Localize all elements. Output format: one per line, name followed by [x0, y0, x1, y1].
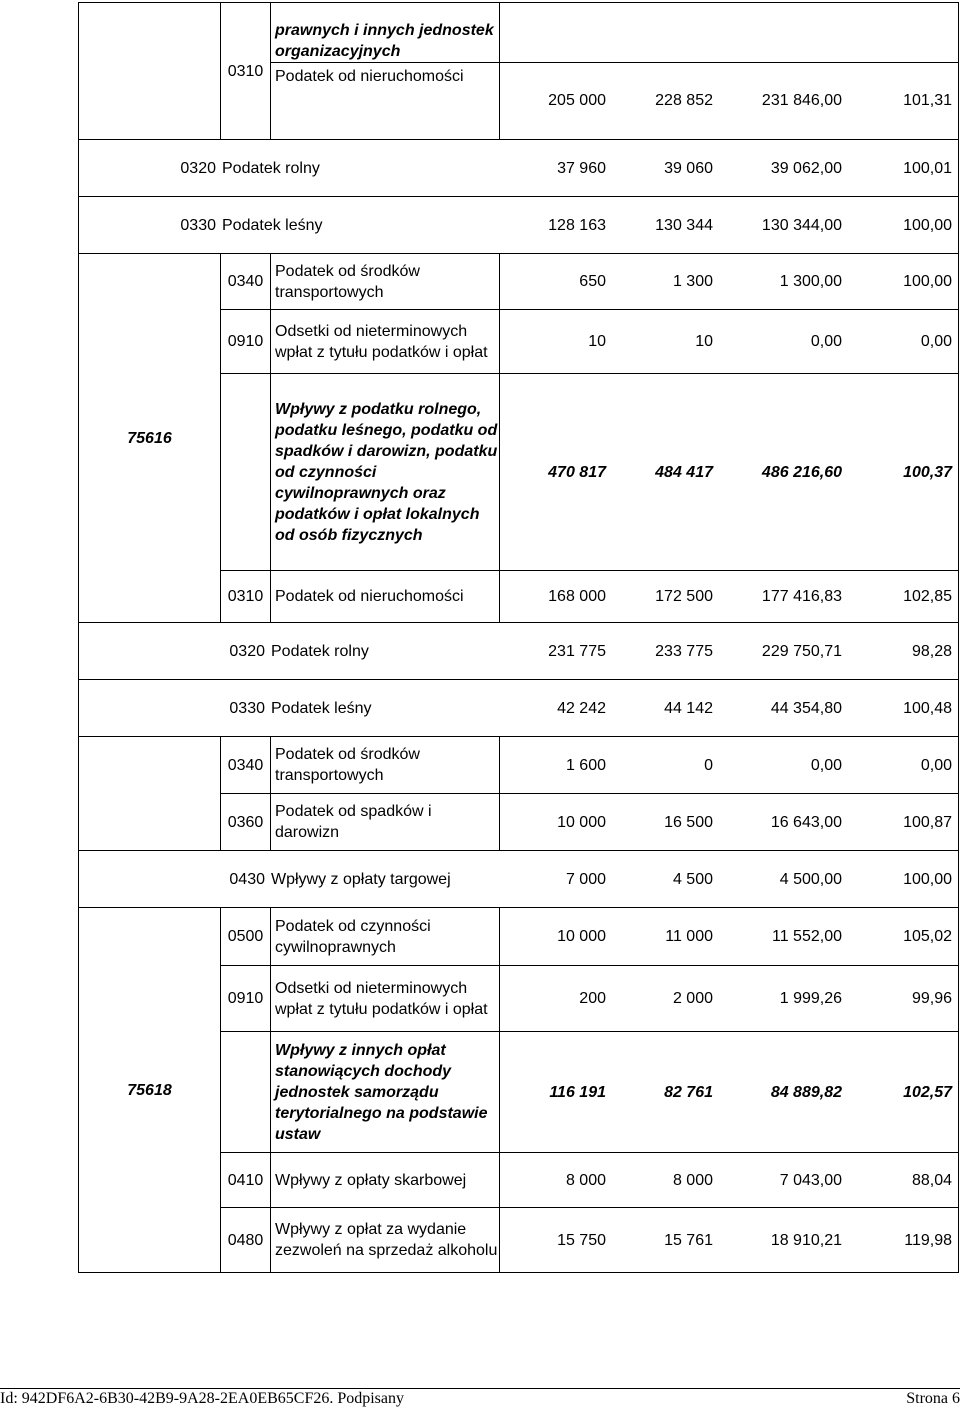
execution-value: 4 500,00: [779, 870, 842, 888]
percent-value: 98,28: [911, 642, 952, 660]
paragraph-code: 0340: [221, 737, 271, 794]
continuation-label: prawnych i innych jednostek organizacyjnych: [271, 3, 500, 63]
item-name: Wpływy z opłat za wydanie zezwoleń na sprzedaż alkoholu: [271, 1208, 500, 1273]
plan-after-changes: 11 000: [665, 928, 713, 945]
wide-row: [79, 140, 959, 197]
table-row: [79, 254, 959, 310]
plan-value: 10: [588, 333, 606, 350]
plan-after-changes: 130 344: [655, 216, 713, 234]
execution-value: 486 216,60: [761, 463, 842, 481]
paragraph-code: 0310: [221, 3, 271, 140]
section-summary-values: [500, 1032, 959, 1153]
paragraph-code: 0310: [221, 571, 271, 623]
plan-value: 168 000: [548, 588, 606, 605]
document-id: Id: 942DF6A2-6B30-42B9-9A28-2EA0EB65CF26. Podpisany: [0, 1390, 405, 1407]
plan-value: 205 000: [548, 92, 606, 110]
item-name: Wpływy z opłaty skarbowej: [271, 1153, 500, 1208]
table-row: [79, 737, 959, 794]
item-name: Wpływy z opłaty targowej: [271, 870, 451, 888]
table-row: [79, 851, 959, 908]
percent-value: 100,00: [903, 273, 952, 290]
plan-after-changes: 8 000: [672, 1171, 713, 1189]
paragraph-code: 0330: [229, 699, 265, 717]
table-row: [79, 3, 959, 63]
plan-after-changes: 82 761: [664, 1083, 713, 1101]
paragraph-code: 0430: [229, 870, 265, 888]
percent-value: 102,85: [903, 588, 952, 605]
execution-value: 1 999,26: [779, 990, 842, 1007]
item-name: Podatek rolny: [222, 159, 320, 177]
empty-values-cell: [500, 3, 959, 63]
percent-value: 105,02: [903, 928, 952, 945]
plan-value: 15 750: [557, 1231, 606, 1249]
percent-value: 102,57: [903, 1083, 952, 1101]
percent-value: 100,87: [903, 813, 952, 831]
item-name: Podatek od środków transportowych: [271, 254, 500, 310]
paragraph-code: 0480: [221, 1208, 271, 1273]
paragraph-code: 0330: [180, 216, 216, 234]
item-values: [500, 310, 959, 374]
item-values: [500, 62, 959, 139]
table-row: [79, 140, 959, 197]
execution-value: 231 846,00: [761, 92, 842, 110]
percent-value: 101,31: [903, 92, 952, 110]
percent-value: 100,00: [903, 216, 952, 234]
execution-value: 0,00: [810, 756, 842, 774]
paragraph-code: 0910: [221, 966, 271, 1032]
item-name: Podatek od nieruchomości: [271, 62, 500, 139]
plan-after-changes: 233 775: [655, 642, 713, 660]
percent-value: 100,37: [903, 463, 952, 481]
plan-after-changes: 15 761: [664, 1231, 713, 1249]
paragraph-code: 0360: [221, 794, 271, 851]
table-row: [79, 623, 959, 680]
wide-row: [79, 197, 959, 254]
plan-after-changes: 10: [695, 333, 713, 350]
percent-value: 100,48: [903, 699, 952, 717]
execution-value: 11 552,00: [772, 928, 842, 945]
execution-value: 0,00: [810, 333, 842, 350]
item-values: [500, 1153, 959, 1208]
percent-value: 119,98: [904, 1231, 952, 1249]
plan-after-changes: 39 060: [664, 159, 713, 177]
paragraph-code: 0410: [221, 1153, 271, 1208]
paragraph-code: 0320: [180, 159, 216, 177]
item-name: Odsetki od nieterminowych wpłat z tytułu podatków i opłat: [271, 966, 500, 1032]
execution-value: 39 062,00: [770, 159, 842, 177]
execution-value: 7 043,00: [779, 1171, 842, 1189]
execution-value: 16 643,00: [770, 813, 842, 831]
plan-after-changes: 1 300: [672, 273, 713, 290]
plan-after-changes: 228 852: [655, 92, 713, 110]
execution-value: 18 910,21: [770, 1231, 842, 1249]
wide-row: [79, 680, 959, 737]
item-values: [500, 966, 959, 1032]
plan-value: 200: [579, 990, 606, 1007]
plan-after-changes: 0: [704, 756, 713, 774]
execution-value: 229 750,71: [761, 642, 842, 660]
plan-value: 1 600: [565, 756, 606, 774]
item-name: Podatek leśny: [271, 699, 372, 717]
percent-value: 100,00: [903, 870, 952, 888]
paragraph-code: 0320: [229, 642, 265, 660]
plan-value: 7 000: [565, 870, 606, 888]
item-name: Odsetki od nieterminowych wpłat z tytułu podatków i opłat: [271, 310, 500, 374]
execution-value: 44 354,80: [770, 699, 842, 717]
percent-value: 88,04: [911, 1171, 952, 1189]
paragraph-code: 0910: [221, 310, 271, 374]
execution-value: 130 344,00: [761, 216, 842, 234]
plan-value: 37 960: [557, 159, 606, 177]
plan-value: 10 000: [557, 928, 606, 945]
page-footer: [0, 1388, 960, 1409]
rozdzial-code: 75618: [79, 908, 221, 1273]
item-values: [500, 571, 959, 623]
item-values: [500, 737, 959, 794]
percent-value: 100,01: [903, 159, 952, 177]
item-name: Podatek leśny: [222, 216, 323, 234]
table-row: [79, 680, 959, 737]
paragraph-code: 0500: [221, 908, 271, 966]
budget-table: [78, 2, 959, 1273]
rozdzial-code: 75616: [79, 254, 221, 623]
percent-value: 0,00: [920, 756, 952, 774]
plan-value: 42 242: [557, 699, 606, 717]
item-name: Podatek od spadków i darowizn: [271, 794, 500, 851]
percent-value: 0,00: [920, 333, 952, 350]
plan-value: 8 000: [565, 1171, 606, 1189]
plan-value: 231 775: [548, 642, 606, 660]
page-number: Strona 6: [906, 1390, 960, 1407]
item-values: [500, 254, 959, 310]
item-name: Podatek od środków transportowych: [271, 737, 500, 794]
rozdzial-cell: [79, 3, 221, 140]
item-values: [500, 1208, 959, 1273]
empty-par-cell: [221, 1032, 271, 1153]
plan-value: 116 191: [549, 1083, 606, 1101]
rozdzial-cell: [79, 737, 221, 851]
empty-par-cell: [221, 374, 271, 571]
plan-after-changes: 172 500: [655, 588, 713, 605]
plan-value: 470 817: [548, 463, 606, 481]
section-summary-values: [500, 374, 959, 571]
wide-row: [79, 623, 959, 680]
plan-after-changes: 16 500: [664, 813, 713, 831]
item-name: Podatek od czynności cywilnoprawnych: [271, 908, 500, 966]
plan-after-changes: 484 417: [655, 463, 713, 481]
table-row: [79, 908, 959, 966]
plan-after-changes: 44 142: [664, 699, 713, 717]
wide-row: [79, 851, 959, 908]
item-values: [500, 794, 959, 851]
table-row: [79, 197, 959, 254]
plan-value: 10 000: [557, 813, 606, 831]
section-summary-label: Wpływy z podatku rolnego, podatku leśnego, podatku od spadków i darowizn, podatku od czynności cywilnoprawnych oraz podatków i opłat lokalnych od osób fizycznych: [271, 374, 500, 571]
execution-value: 84 889,82: [770, 1083, 842, 1101]
section-summary-label: Wpływy z innych opłat stanowiących dochody jednostek samorządu terytorialnego na podstawie ustaw: [271, 1032, 500, 1153]
plan-after-changes: 4 500: [672, 870, 713, 888]
percent-value: 99,96: [911, 990, 952, 1007]
plan-value: 650: [579, 273, 606, 290]
item-name: Podatek od nieruchomości: [271, 571, 500, 623]
execution-value: 1 300,00: [779, 273, 842, 290]
item-values: [500, 908, 959, 966]
paragraph-code: 0340: [221, 254, 271, 310]
item-name: Podatek rolny: [271, 642, 369, 660]
execution-value: 177 416,83: [761, 588, 842, 605]
plan-after-changes: 2 000: [672, 990, 713, 1007]
plan-value: 128 163: [548, 216, 606, 234]
